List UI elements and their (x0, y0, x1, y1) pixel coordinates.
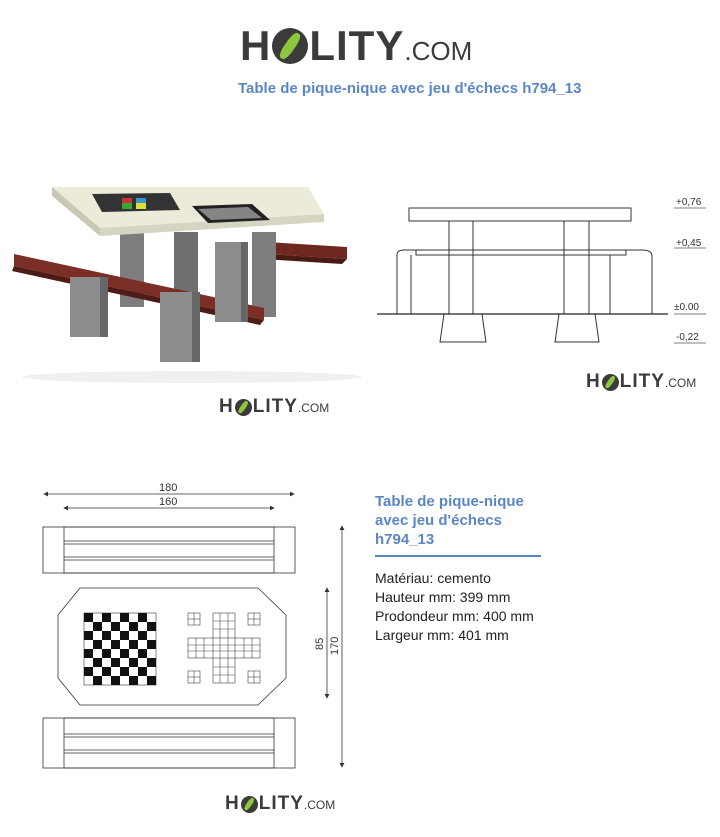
holity-logo-top[interactable] (240, 22, 472, 70)
elevation-drawing (372, 190, 712, 350)
chess-square (102, 667, 111, 676)
elevation-label-seat: +0,45 (676, 238, 702, 249)
chess-square (102, 631, 111, 640)
chess-square (93, 658, 102, 667)
chess-square (138, 631, 147, 640)
chess-square (102, 649, 111, 658)
holity-logo-render: H LITY .COM (219, 396, 330, 417)
chess-square (120, 649, 129, 658)
cross-board-plan (188, 613, 260, 683)
chess-square (129, 640, 138, 649)
dim-total-depth: 170 (329, 636, 341, 655)
dim-outer-width: 180 (159, 482, 178, 494)
chess-square (84, 667, 93, 676)
chess-square (120, 667, 129, 676)
chessboard-plan (84, 613, 156, 685)
chess-square (120, 631, 129, 640)
chess-square (147, 676, 156, 685)
logo-o-icon (235, 399, 252, 416)
dim-inner-width: 160 (159, 496, 178, 508)
holity-logo-plan: H LITY .COM (225, 793, 336, 814)
chess-square (129, 658, 138, 667)
chess-square (93, 640, 102, 649)
chess-square (84, 649, 93, 658)
spec-material: Matériau: cemento (375, 570, 491, 586)
logo-letter: H (240, 22, 272, 69)
chess-square (147, 640, 156, 649)
spec-depth: Prodondeur mm: 400 mm (375, 608, 534, 624)
chess-square (138, 613, 147, 622)
chess-square (111, 622, 120, 631)
chess-square (111, 658, 120, 667)
logo-o-icon (272, 28, 308, 64)
chess-square (120, 613, 129, 622)
page-title: Table de pique-nique avec jeu d'échecs h794_13 (238, 80, 582, 97)
chess-square (93, 676, 102, 685)
chess-square (93, 622, 102, 631)
chess-square (129, 676, 138, 685)
logo-letters: LITY (309, 22, 405, 69)
chess-square (129, 622, 138, 631)
logo-domain: .COM (404, 36, 473, 66)
spec-height: Hauteur mm: 399 mm (375, 589, 511, 605)
chess-square (84, 631, 93, 640)
holity-logo-elevation: H LITY .COM (586, 371, 697, 392)
logo-o-icon (241, 796, 258, 813)
chess-square (111, 640, 120, 649)
plan-drawing (38, 480, 358, 772)
product-info-panel (375, 492, 545, 645)
elevation-label-foundation: -0,22 (676, 332, 699, 343)
info-title: Table de pique-nique avec jeu d'échecs h794_13 (375, 493, 524, 548)
dim-table-depth: 85 (314, 637, 326, 650)
chess-square (147, 658, 156, 667)
product-render-image (12, 172, 362, 384)
elevation-label-top: +0,76 (676, 197, 702, 208)
chess-square (138, 667, 147, 676)
info-divider (375, 555, 541, 557)
chess-square (147, 622, 156, 631)
logo-o-icon (602, 374, 619, 391)
spec-width: Largeur mm: 401 mm (375, 627, 509, 643)
chess-square (84, 613, 93, 622)
elevation-label-ground: ±0.00 (674, 302, 699, 313)
chess-square (138, 649, 147, 658)
chess-square (102, 613, 111, 622)
chess-square (111, 676, 120, 685)
